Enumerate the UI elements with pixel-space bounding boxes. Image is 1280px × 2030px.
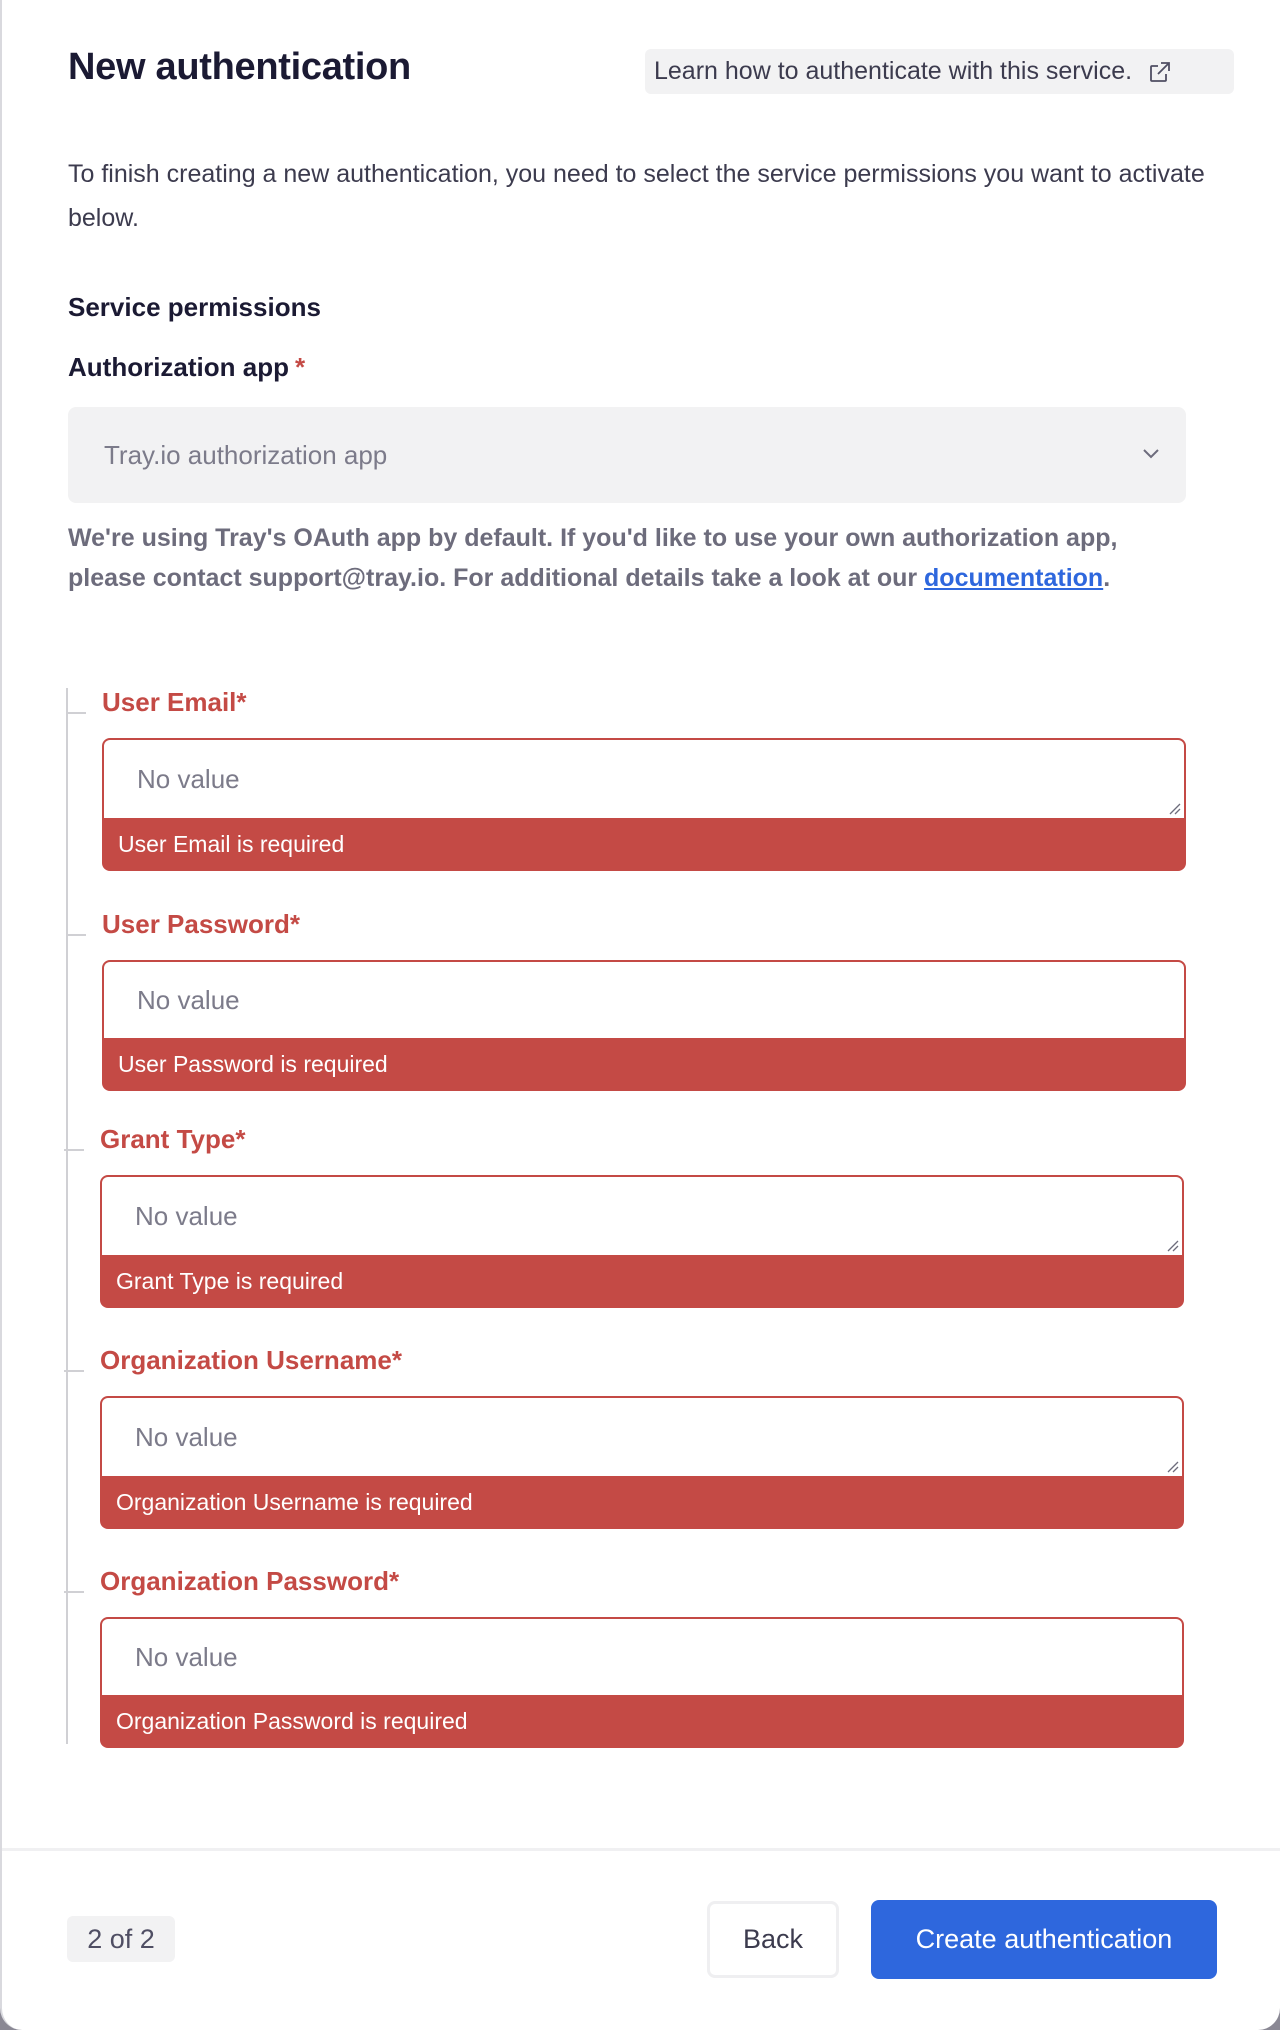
authorization-app-help bbox=[68, 518, 1178, 598]
field-2 bbox=[100, 1123, 1184, 1308]
field-input[interactable] bbox=[102, 960, 1186, 1038]
field-placeholder: No value bbox=[135, 1421, 238, 1452]
back-button[interactable]: Back bbox=[707, 1901, 839, 1978]
resize-handle-icon[interactable] bbox=[1165, 1459, 1179, 1473]
field-placeholder: No value bbox=[137, 984, 240, 1015]
tree-branch bbox=[66, 934, 86, 936]
help-text: We're using Tray's OAuth app by default. If you'd like to use your own authorization app, please contact support@tray.io. For additional details take a look at our bbox=[68, 524, 1118, 592]
field-4 bbox=[100, 1565, 1184, 1748]
learn-how-label: Learn how to authenticate with this service. bbox=[654, 57, 1133, 85]
field-tree-line bbox=[66, 688, 68, 1744]
footer-divider bbox=[2, 1848, 1280, 1851]
field-input[interactable] bbox=[100, 1617, 1184, 1695]
step-indicator: 2 of 2 bbox=[67, 1916, 175, 1962]
authorization-app-select[interactable] bbox=[68, 407, 1186, 503]
help-text-end: . bbox=[1103, 564, 1111, 592]
required-mark: * bbox=[294, 352, 306, 382]
field-input[interactable] bbox=[102, 738, 1186, 818]
field-placeholder: No value bbox=[137, 763, 240, 794]
field-error: User Email is required bbox=[102, 818, 1186, 871]
field-3 bbox=[100, 1344, 1184, 1529]
field-label: Organization Username* bbox=[100, 1345, 402, 1375]
create-authentication-button[interactable]: Create authentication bbox=[871, 1900, 1217, 1979]
authorization-app-value: Tray.io authorization app bbox=[104, 439, 388, 470]
field-label: User Password* bbox=[102, 909, 300, 939]
resize-handle-icon[interactable] bbox=[1167, 801, 1181, 815]
intro-text: To finish creating a new authentication, you need to select the service permissions you want to activate below. bbox=[68, 160, 1205, 232]
field-input[interactable] bbox=[100, 1175, 1184, 1255]
learn-how-link[interactable] bbox=[645, 49, 1234, 94]
field-1 bbox=[102, 908, 1186, 1091]
field-placeholder: No value bbox=[135, 1200, 238, 1231]
field-label: Organization Password* bbox=[100, 1566, 400, 1596]
dialog-title: New authentication bbox=[68, 46, 411, 88]
documentation-link[interactable]: documentation bbox=[924, 564, 1104, 592]
field-label: Grant Type* bbox=[100, 1124, 246, 1154]
tree-branch bbox=[64, 1149, 84, 1151]
authorization-app-label bbox=[68, 352, 305, 383]
tree-branch bbox=[64, 1591, 84, 1593]
service-permissions-heading: Service permissions bbox=[68, 292, 321, 322]
authorization-app-label-text: Authorization app bbox=[68, 352, 289, 382]
field-0 bbox=[102, 686, 1186, 871]
field-error: User Password is required bbox=[102, 1038, 1186, 1091]
field-input[interactable] bbox=[100, 1396, 1184, 1476]
chevron-down-icon bbox=[1142, 447, 1160, 461]
field-placeholder: No value bbox=[135, 1641, 238, 1672]
tree-branch bbox=[66, 712, 86, 714]
tree-branch bbox=[64, 1370, 84, 1372]
field-error: Organization Password is required bbox=[100, 1695, 1184, 1748]
field-label: User Email* bbox=[102, 687, 247, 717]
field-error: Organization Username is required bbox=[100, 1476, 1184, 1529]
resize-handle-icon[interactable] bbox=[1165, 1238, 1179, 1252]
field-error: Grant Type is required bbox=[100, 1255, 1184, 1308]
external-link-icon bbox=[1148, 60, 1172, 84]
